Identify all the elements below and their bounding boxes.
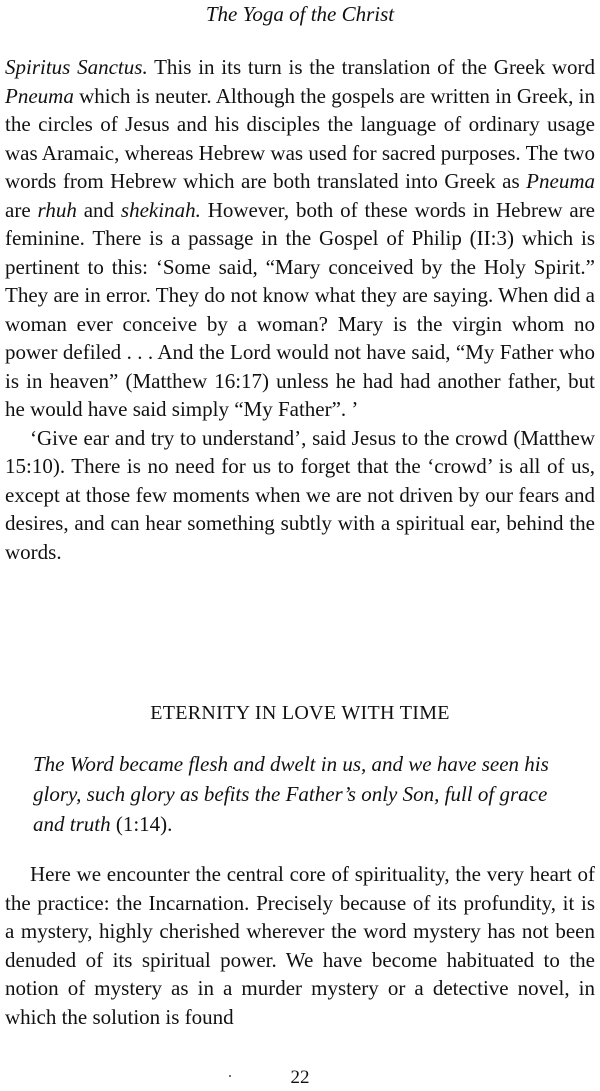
p1-seg-8: and bbox=[76, 197, 121, 222]
running-head: The Yoga of the Christ bbox=[205, 2, 395, 26]
epigraph-reference: (1:14). bbox=[110, 812, 173, 836]
paragraph-3: Here we encounter the central core of spirituality, the very heart of the practice: the Incarnation. Precisely because of its profundity, it is a mystery, highly cherished wherever the word mystery has not been denuded of its spiritual power. We have become habituated to the notion of mystery as in a murder mystery or a detective novel, in which the solution is found bbox=[5, 862, 595, 1029]
p1-seg-7: rhuh bbox=[37, 197, 77, 222]
p1-seg-9: shekinah. bbox=[120, 197, 201, 222]
p1-seg-6: are bbox=[5, 197, 38, 222]
paragraph-1 bbox=[5, 53, 595, 424]
paragraph-2: ‘Give ear and try to understand’, said Jesus to the crowd (Matthew 15:10). There is no need for us to forget that the ‘crowd’ is all of us, except at those few moments when we are not driven by our fears and desires, and can hear something subtly with a spiritual ear, behind the words. bbox=[5, 425, 595, 564]
epigraph-text: The Word became flesh and dwelt in us, and we have seen his glory, such glory as befits the Father’s only Son, full of grace and truth bbox=[33, 752, 549, 836]
epigraph bbox=[33, 749, 573, 839]
p1-seg-5: Pneuma bbox=[526, 169, 595, 193]
p1-seg-1: Spiritus Sanctus. bbox=[5, 55, 148, 79]
body-text-bottom bbox=[5, 860, 595, 1031]
p1-seg-2: This in its turn is the translation of the Greek word bbox=[147, 55, 595, 79]
p1-seg-4: which is neuter. Although the gospels are written in Greek, in the circles of Jesus and his disciples the language of ordinary usage was Aramaic, whereas Hebrew was used for sacred purposes. The two words from Hebrew which are both translated into Greek as bbox=[5, 83, 595, 193]
p1-seg-3: Pneuma bbox=[5, 83, 74, 108]
page-number: 22 bbox=[290, 1067, 310, 1088]
section-heading: ETERNITY IN LOVE WITH TIME bbox=[150, 702, 450, 724]
p1-seg-10: However, both of these words in Hebrew are feminine. There is a passage in the Gospel of Philip (II:3) which is pertinent to this: ‘Some said, “Mary conceived by the Holy Spirit.” They are in error. They do not know what they are saying. When did a woman ever conceive by a woman? Mary is the virgin whom no power defiled . . . And the Lord would not have said, “My Father who is in heaven” (Matthew 16:17) unless he had had another father, but he would have said simply “My Father”. ’ bbox=[5, 197, 596, 421]
body-text-top bbox=[5, 53, 595, 566]
